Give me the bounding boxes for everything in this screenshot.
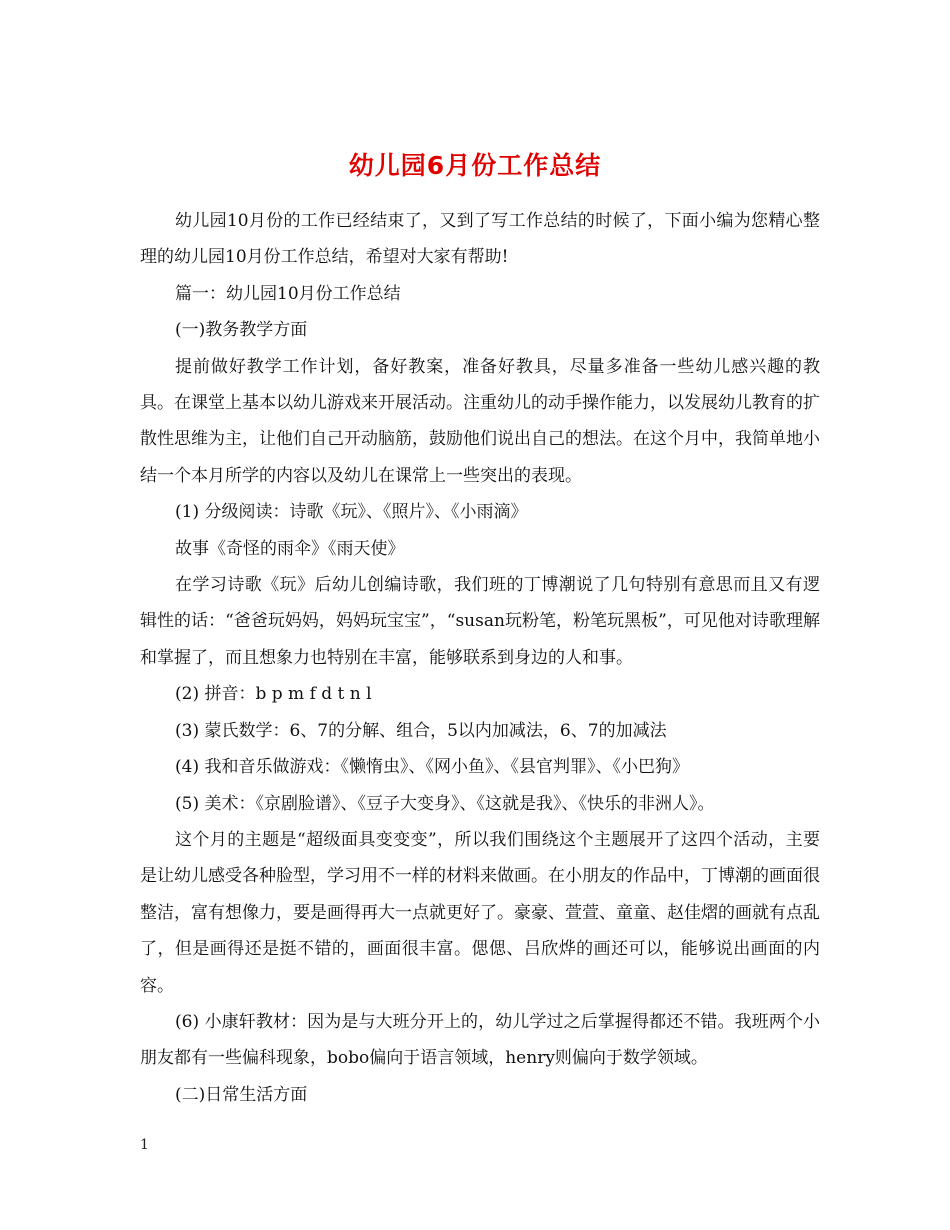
document-body: [140, 203, 820, 1113]
item-math: (3) 蒙氏数学：6、7的分解、组合，5以内加减法，6、7的加减法: [175, 720, 667, 741]
poetry-paragraph: 在学习诗歌《玩》后幼儿创编诗歌，我们班的丁博潮说了几句特别有意思而且又有逻辑性的话：“爸爸玩妈妈，妈妈玩宝宝”，“susan玩粉笔，粉笔玩黑板”，可见他对诗歌理解和掌握了，而且想象力也特别在丰富，能够联系到身边的人和事。: [140, 575, 820, 668]
item-music: (4) 我和音乐做游戏：《懒惰虫》、《网小鱼》、《县官判罪》、《小巴狗》: [175, 757, 689, 778]
item-textbook: (6) 小康轩教材：因为是与大班分开上的，幼儿学过之后掌握得都还不错。我班两个小朋友都有一些偏科现象，bobo偏向于语言领域，henry则偏向于数学领域。: [140, 1011, 820, 1069]
item-pinyin: (2) 拼音：b p m f d t n l: [175, 684, 372, 705]
document-title: 幼儿园6月份工作总结: [348, 150, 602, 180]
subheading-teaching: (一)教务教学方面: [175, 320, 308, 341]
teaching-plan-paragraph: 提前做好教学工作计划，备好教案，准备好教具，尽量多准备一些幼儿感兴趣的教具。在课堂上基本以幼儿游戏来开展活动。注重幼儿的动手操作能力，以发展幼儿教育的扩散性思维为主，让他们自己开动脑筋，鼓励他们说出自己的想法。在这个月中，我简单地小结一个本月所学的内容以及幼儿在课常上一些突出的表现。: [140, 356, 820, 486]
intro-paragraph: 幼儿园10月份的工作已经结束了，又到了写工作总结的时候了，下面小编为您精心整理的幼儿园10月份工作总结，希望对大家有帮助!: [140, 211, 820, 268]
page-number: 1: [140, 1137, 149, 1153]
item-reading: (1) 分级阅读：诗歌《玩》、《照片》、《小雨滴》: [175, 502, 528, 523]
section-heading-part-one: 篇一：幼儿园10月份工作总结: [175, 283, 401, 304]
theme-paragraph: 这个月的主题是“超级面具变变变”，所以我们围绕这个主题展开了这四个活动，主要是让幼儿感受各种脸型，学习用不一样的材料来做画。在小朋友的作品中，丁博潮的画面很整洁，富有想像力，要是画得再大一点就更好了。豪豪、萱萱、童童、赵佳熠的画就有点乱了，但是画得还是挺不错的，画面很丰富。偲偲、吕欣烨的画还可以，能够说出画面的内容。: [140, 829, 820, 996]
subheading-daily-life: (二)日常生活方面: [175, 1084, 308, 1105]
item-art: (5) 美术：《京剧脸谱》、《豆子大变身》、《这就是我》、《快乐的非洲人》。: [175, 793, 715, 814]
item-stories: 故事《奇怪的雨伞》《雨天使》: [175, 538, 405, 559]
